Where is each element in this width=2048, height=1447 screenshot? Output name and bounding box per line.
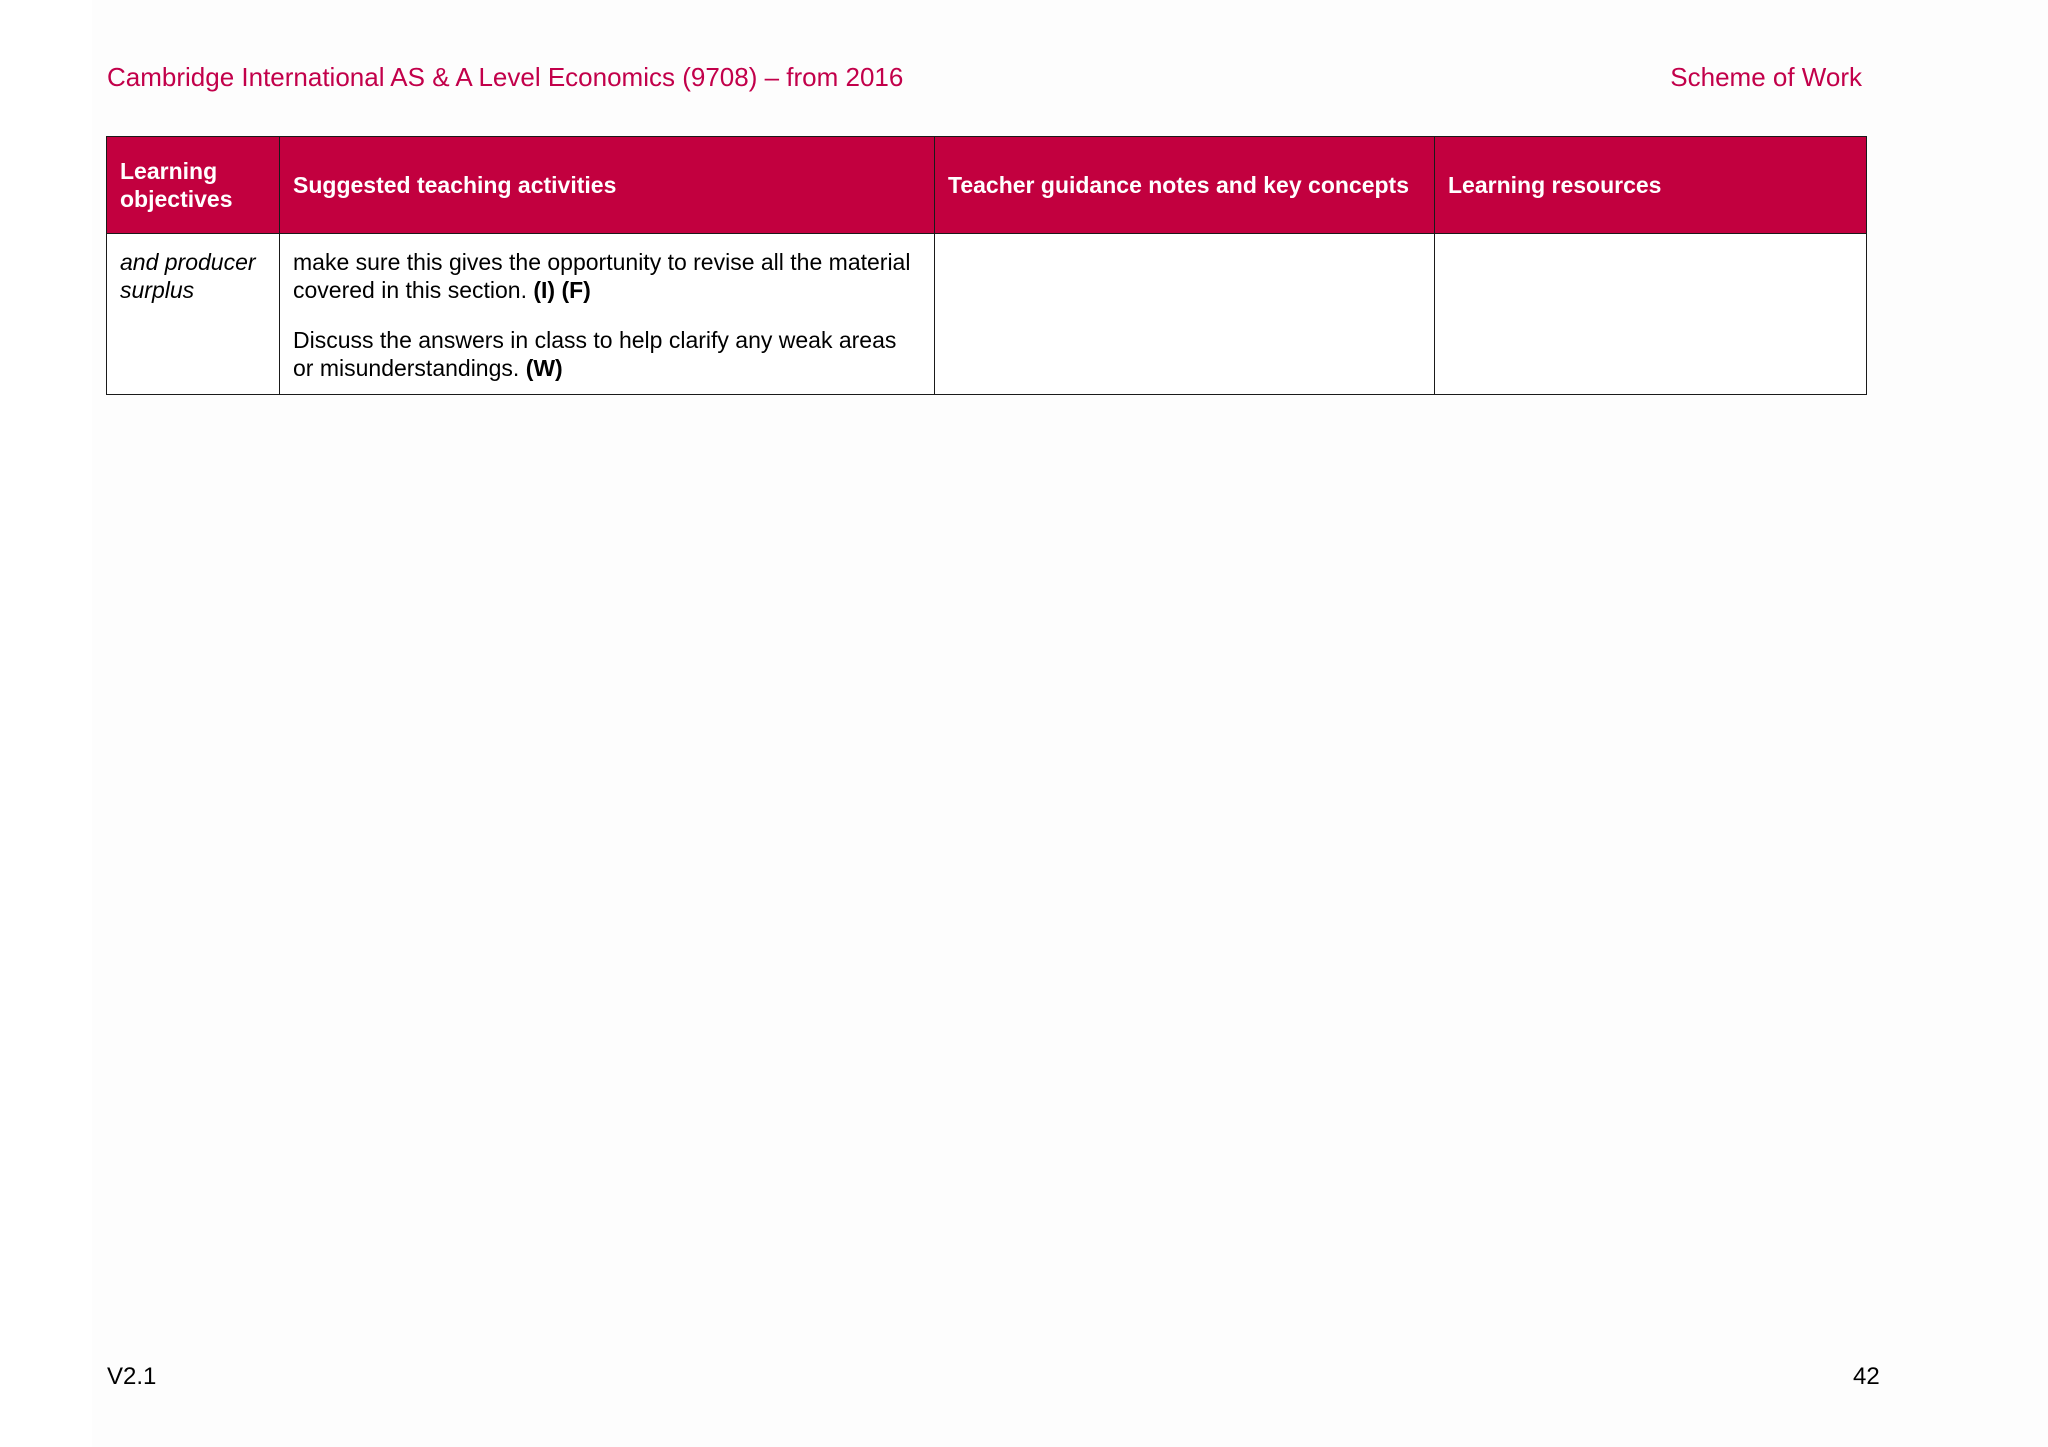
- learning-objectives-cell: [107, 234, 280, 395]
- learning-resources-cell: [1435, 234, 1867, 395]
- activity-paragraph: [293, 326, 921, 382]
- column-header-guidance-notes: Teacher guidance notes and key concepts: [935, 137, 1435, 234]
- activity-text: make sure this gives the opportunity to revise all the material covered in this section.: [293, 249, 911, 303]
- table-header-row: [107, 137, 1867, 234]
- guidance-notes-cell: [935, 234, 1435, 395]
- activity-text: Discuss the answers in class to help clarify any weak areas or misunderstandings.: [293, 327, 897, 381]
- version-label: V2.1: [107, 1363, 157, 1390]
- learning-objective-text: and producer surplus: [120, 249, 256, 303]
- column-header-learning-objectives: Learning objectives: [107, 137, 280, 234]
- scheme-of-work-table: [106, 136, 1867, 395]
- activity-tags: (I) (F): [533, 277, 591, 303]
- activity-paragraph: [293, 248, 921, 304]
- document-section: Scheme of Work: [1670, 62, 1862, 92]
- table-row: [107, 234, 1867, 395]
- page-number: 42: [1853, 1363, 1880, 1390]
- document-title: Cambridge International AS & A Level Economics (9708) – from 2016: [107, 62, 904, 92]
- activity-tags: (W): [525, 355, 563, 381]
- column-header-teaching-activities: Suggested teaching activities: [280, 137, 935, 234]
- column-header-learning-resources: Learning resources: [1435, 137, 1867, 234]
- teaching-activities-cell: [280, 234, 935, 395]
